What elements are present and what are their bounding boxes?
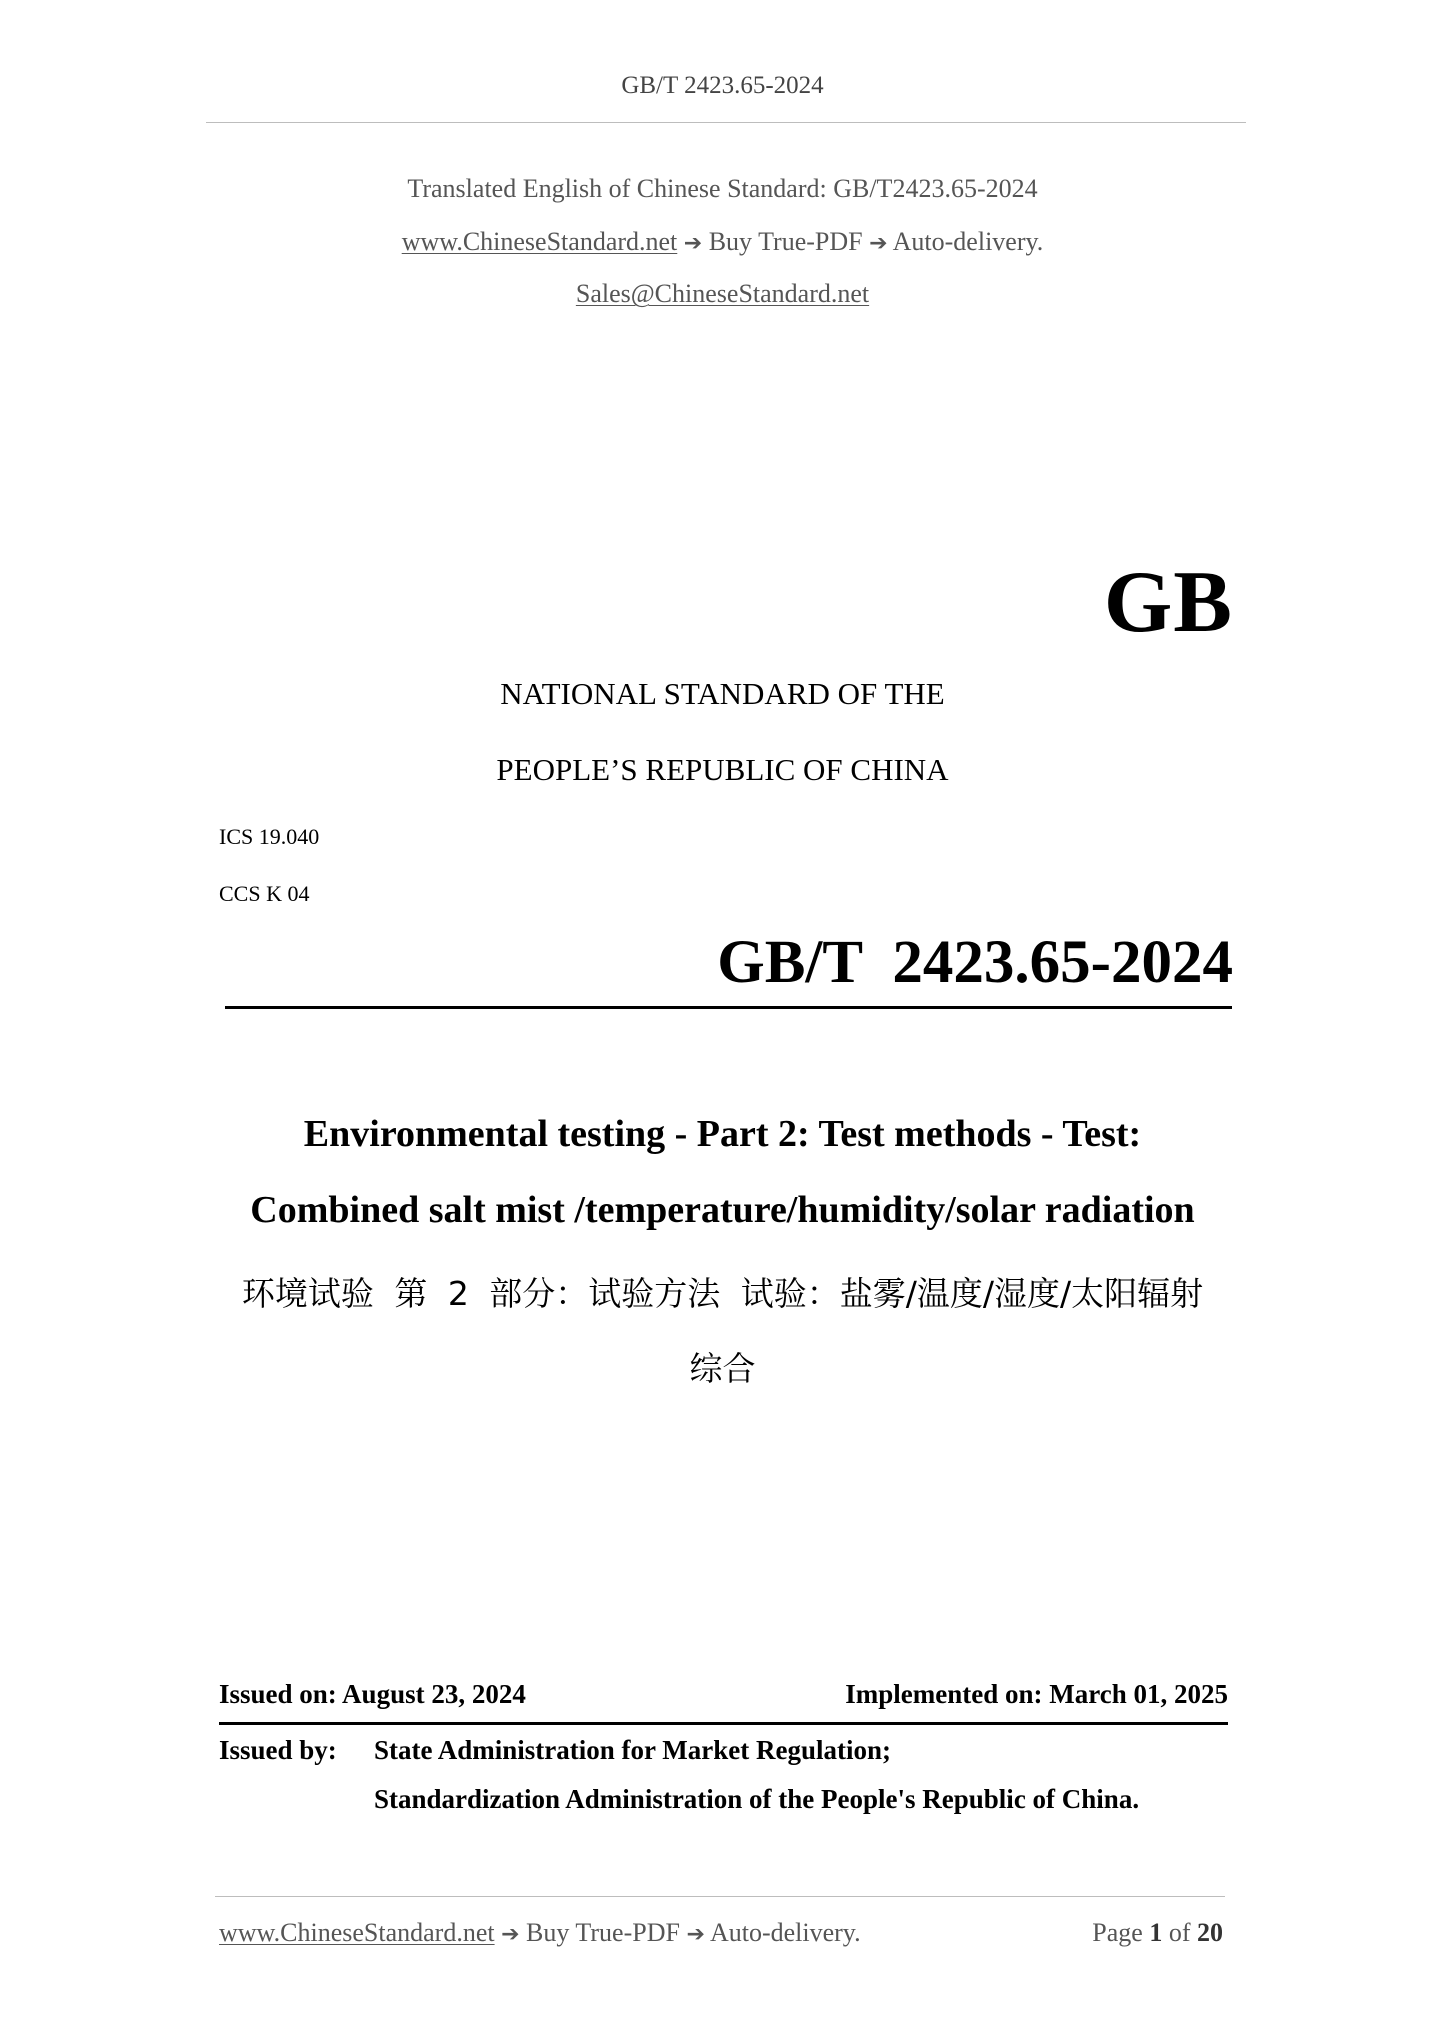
sales-line [0, 279, 1445, 309]
arrow-right-icon: ➔ [869, 231, 888, 256]
issue-divider [219, 1722, 1228, 1725]
gb-mark: GB [1103, 554, 1233, 651]
issued-by-line-1: State Administration for Market Regulation; [374, 1735, 891, 1765]
arrow-right-icon: ➔ [683, 231, 703, 256]
site-link[interactable]: www.ChineseStandard.net [401, 227, 678, 256]
issued-by-line-2: Standardization Administration of the People's Republic of China. [374, 1784, 1140, 1814]
standard-number: GB/T 2423.65-2024 [717, 929, 1233, 996]
footer-promo [219, 1918, 861, 1948]
arrow-right-icon: ➔ [686, 1922, 705, 1947]
issued-on: Issued on: August 23, 2024 [219, 1679, 526, 1709]
ics-code: ICS 19.040 [219, 824, 320, 849]
page-indicator [1092, 1918, 1223, 1948]
title-english-line-1: Environmental testing - Part 2: Test methods - Test: [303, 1113, 1142, 1155]
footer-divider [215, 1896, 1225, 1897]
implemented-on: Implemented on: March 01, 2025 [845, 1679, 1228, 1709]
title-chinese-line-1: 环境试验 第 2 部分：试验方法 试验：盐雾/温度/湿度/太阳辐射 [241, 1274, 1204, 1313]
page-word: Page [1092, 1918, 1143, 1947]
translated-notice: Translated English of Chinese Standard: GB/T2423.65-2024 [407, 174, 1038, 203]
footer-site-link[interactable]: www.ChineseStandard.net [219, 1918, 495, 1947]
title-chinese-line-2: 综合 [689, 1349, 756, 1388]
title-english-line-2: Combined salt mist /temperature/humidity/solar radiation [250, 1189, 1195, 1231]
delivery-text: Auto-delivery. [892, 227, 1044, 256]
header-divider [206, 122, 1246, 123]
issued-by-label: Issued by: [219, 1735, 337, 1765]
running-header: GB/T 2423.65-2024 [621, 72, 824, 99]
national-standard-line-1: NATIONAL STANDARD OF THE [500, 676, 945, 711]
promo-line [0, 227, 1445, 257]
arrow-right-icon: ➔ [501, 1922, 520, 1947]
sales-email-link[interactable]: Sales@ChineseStandard.net [575, 279, 870, 308]
page-total: 20 [1197, 1918, 1223, 1947]
ccs-code: CCS K 04 [219, 881, 310, 906]
of-word: of [1168, 1918, 1191, 1947]
footer-delivery-text: Auto-delivery. [709, 1918, 861, 1947]
page-current: 1 [1149, 1918, 1163, 1947]
title-divider [225, 1006, 1232, 1009]
national-standard-line-2: PEOPLE’S REPUBLIC OF CHINA [496, 752, 949, 787]
footer-buy-text: Buy True-PDF [526, 1918, 680, 1947]
buy-text: Buy True-PDF [708, 227, 863, 256]
